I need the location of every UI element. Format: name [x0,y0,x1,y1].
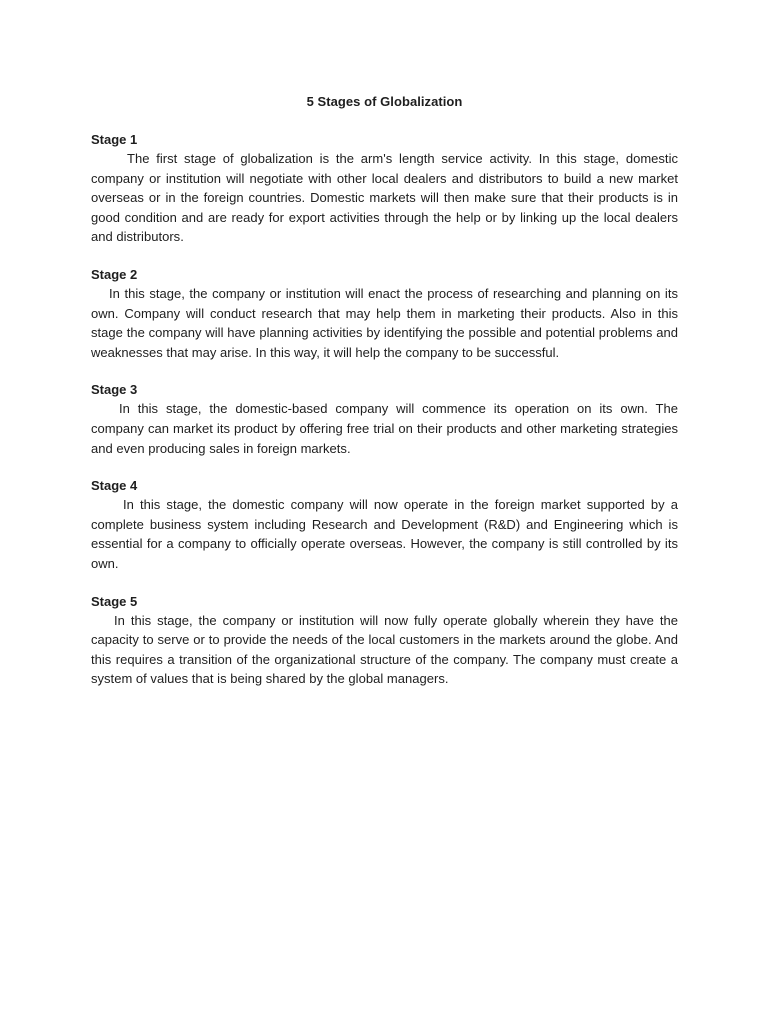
stage-5-paragraph: In this stage, the company or institution will now fully operate globally wherein they have the capacity to serve or to provide the needs of the local customers in the markets around the globe. And this requires a transition of the organizational structure of the company. The company must create a system of values that is being shared by the global managers. [91,612,678,687]
stage-4-section [91,478,678,573]
stage-2-heading: Stage 2 [91,266,138,282]
stage-2-section [91,267,678,362]
stage-5-heading: Stage 5 [91,593,138,609]
stage-3-section [91,382,678,458]
document-title: 5 Stages of Globalization [306,94,463,109]
stage-2-paragraph: In this stage, the company or institution will enact the process of researching and planning on its own. Company will conduct research that may help them in marketing their products. Also in this stage the company will have planning activities by identifying the possible and potential problems and weaknesses that may arise. In this way, it will help the company to be successful. [91,285,678,360]
stage-4-heading: Stage 4 [91,478,138,494]
stage-1-paragraph: The first stage of globalization is the arm's length service activity. In this stage, domestic company or institution will negotiate with other local dealers and distributors to build a new market overseas or in the foreign countries. Domestic markets will then make sure that their products is in good condition and are ready for export activities through the help or by linking up the local dealers and distributors. [91,151,678,245]
stage-1-heading: Stage 1 [91,132,138,147]
stage-1-section [91,132,678,247]
stage-3-heading: Stage 3 [91,382,138,398]
stage-3-paragraph: In this stage, the domestic-based company will commence its operation on its own. The company can market its product by offering free trial on their products and other marketing strategies and even producing sales in foreign markets. [91,401,678,456]
stage-4-paragraph: In this stage, the domestic company will now operate in the foreign market supported by a complete business system including Research and Development (R&D) and Engineering which is essential for a company to officially operate overseas. However, the company is still controlled by its own. [91,497,678,571]
stage-5-section [91,594,678,689]
